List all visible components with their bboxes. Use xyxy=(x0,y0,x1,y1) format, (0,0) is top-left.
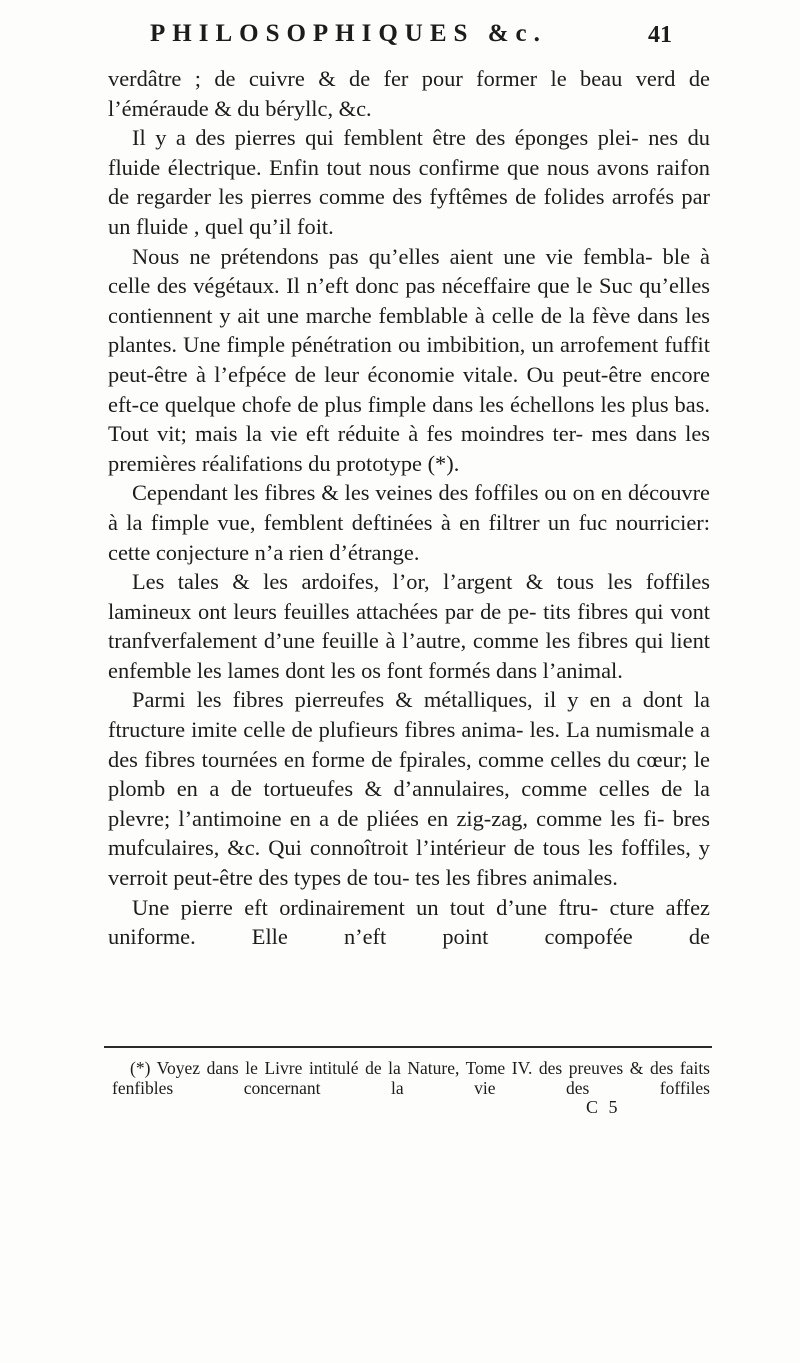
paragraph-6: Parmi les fibres pierreufes & métalliques, il y en a dont la ftructure imite celle de plufieurs fibres anima- les. La numismale a des fibres tournées en forme de fpirales, comme celles du cœur; le plomb en a de tortueufes & d’annulaires, comme celles de la plevre; l’antimoine en a de pliées en zig-zag, comme les fi- bres mufculaires, &c. Qui connoîtroit l’intérieur de tous les foffiles, y verroit peut-être des types de tou- tes les fibres animales. xyxy=(108,687,710,891)
running-head xyxy=(150,14,670,54)
paragraph-3: Nous ne prétendons pas qu’elles aient une vie fembla- ble à celle des végétaux. Il n’eft donc pas néceffaire que le Suc qu’elles contiennent y ait une marche femblable à celle de la fève dans les plantes. Une fimple pénétration ou imbibition, un arrofement fuffit peut-être à l’efpéce de leur économie vitale. Ou peut-être encore eft-ce quelque chofe de plus fimple dans les échellons les plus bas. Tout vit; mais la vie eft réduite à fes moindres ter- mes dans les premières réalifations du prototype (*). xyxy=(108,243,710,476)
footnote-rule xyxy=(104,1046,712,1048)
signature-mark: C 5 xyxy=(586,1097,621,1117)
page-number: 41 xyxy=(648,22,672,48)
paragraph-7: Une pierre eft ordinairement un tout d’une ftru- cture affez uniforme. Elle n’eft point compofée de xyxy=(108,894,710,950)
paragraph-2: Il y a des pierres qui femblent être des éponges plei- nes du fluide électrique. Enfin tout nous confirme que nous avons raifon de regarder les pierres comme des fyftêmes de folides arrofés par un fluide , quel qu’il foit. xyxy=(108,125,710,239)
body-text xyxy=(108,64,710,952)
footnote: (*) Voyez dans le Livre intitulé de la Nature, Tome IV. des preuves & des faits fenfibles concernant la vie des foffiles xyxy=(112,1058,710,1098)
paragraph-4: Cependant les fibres & les veines des foffiles ou on en découvre à la fimple vue, femblent deftinées à en filtrer un fuc nourricier: cette conjecture n’a rien d’étrange. xyxy=(108,480,710,565)
paragraph-5: Les tales & les ardoifes, l’or, l’argent & tous les foffiles lamineux ont leurs feuilles attachées par de pe- tits fibres qui vont tranfverfalement d’une feuille à l’autre, comme les fibres qui lient enfemble les lames dont les os font formés dans l’animal. xyxy=(108,569,710,683)
running-title: PHILOSOPHIQUES &c. xyxy=(150,20,547,47)
paragraph-1: verdâtre ; de cuivre & de fer pour former le beau verd de l’éméraude & du béryllc, &c. xyxy=(108,66,710,121)
